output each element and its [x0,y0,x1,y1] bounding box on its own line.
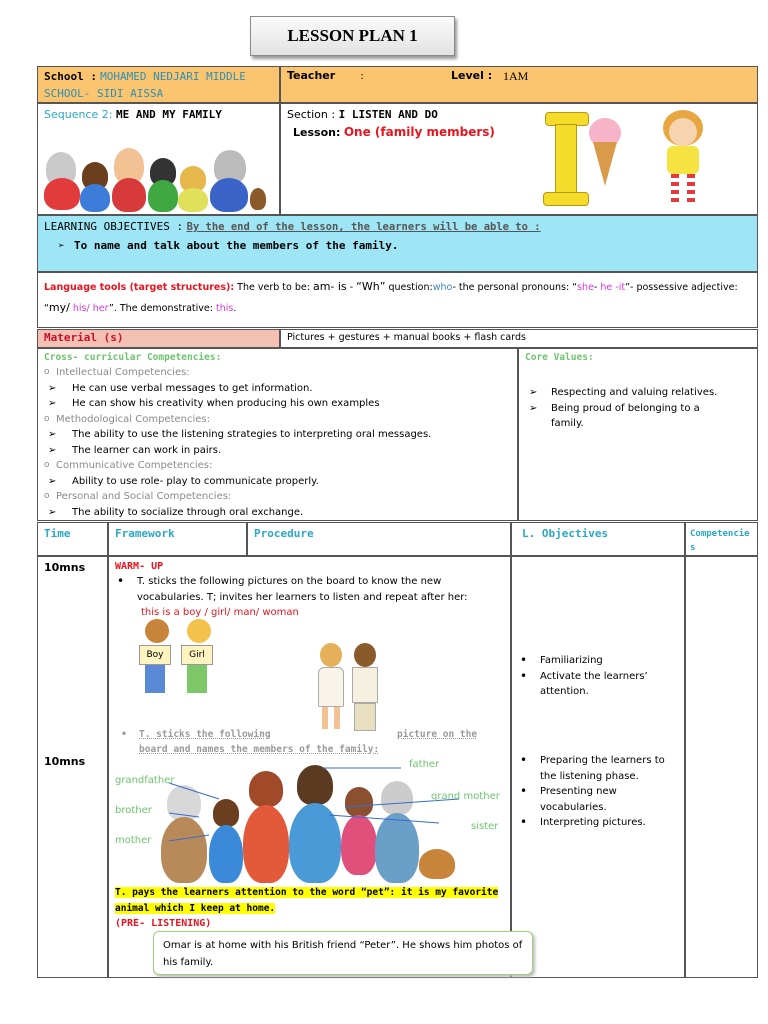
letter-i-illustration [539,112,629,208]
procedure-column: WARM- UP • T. sticks the following pictures on the board to know the new vocabularies. T; invites her learners to listen and repeat after her: this is a boy / girl/ man/ woman Boy Girl • T. sticks the following picture on the board and names the members of the family: father grandfather grand mother brother sister mother T. pays the learners attention to the word “pet”: it is my favorite animal which I keep at home. (PRE- LISTENING) Omar is at home with his British friend “Peter”. He shows him photos of his family. [108,556,511,978]
school-cell: School : MOHAMED NEDJARI MIDDLE SCHOOL- SIDI AISSA [37,66,280,103]
header-table [37,66,758,314]
objective-item: ➢ To name and talk about the members of the family. [54,238,751,254]
competency-group-intellectual: o Intellectual Competencies: ➢ He can use verbal messages to get information. ➢ He can show his creativity when producing his own examples [44,365,511,412]
girl-sign: Girl [181,645,213,665]
story-callout: Omar is at home with his British friend “Peter”. He shows him photos of his family. [153,931,533,975]
page-title: LESSON PLAN 1 [250,16,455,56]
teacher-cell: Teacher : Level : 1AM [280,66,758,103]
label-sister: sister [471,821,499,832]
competencies-column [685,556,758,978]
material-label-cell: Material (s) [37,329,280,348]
col-procedure-header: Procedure [247,522,511,556]
label-grandfather: grandfather [115,775,175,786]
boy-sign: Boy [139,645,171,665]
objectives-column: • Familiarizing • Activate the learners’ attention. • Preparing the learners to the listening phase. • Presenting new vocabularies. • Interpreting pictures. [511,556,685,978]
pet-text: T. pays the learners attention to the word “pet”: it is my favorite animal which I keep at home. [115,887,499,914]
competencies-cell: Cross- curricular Competencies: o Intellectual Competencies: ➢ He can use verbal messages to get information. ➢ He can show his creativity when producing his own examples o Methodological Competencies: ➢ The ability to use the listening strategies to interpreting oral messages. ➢ The learner can work in pairs. o Communicative Competencies: ➢ Ability to use role- play to communicate properly. o Personal and Social Competencies: ➢ The ability to socialize through oral exchange. [37,348,518,521]
girl-illustration [653,110,711,208]
material-row [37,329,758,348]
time-column: 10mns 10mns [37,556,108,978]
col-objectives-header: L. Objectives [511,522,685,556]
objectives-cell: LEARNING OBJECTIVES : By the end of the lesson, the learners will be able to : ➢ To name and talk about the members of the family. [37,215,758,272]
competency-group-communicative: o Communicative Competencies: ➢ Ability to use role- play to communicate properly. [44,458,511,489]
material-value-cell: Pictures + gestures + manual books + flash cards [280,329,758,348]
col-framework-header: Framework [108,522,247,556]
warmup-text: • T. sticks the following pictures on the board to know the new vocabularies. T; invites her learners to listen and repeat after her: [111,574,504,605]
procedure-table [37,522,758,978]
competency-group-methodological: o Methodological Competencies: ➢ The ability to use the listening strategies to interpreting oral messages. ➢ The learner can work in pairs. [44,412,511,459]
col-time-header: Time [37,522,108,556]
core-values-cell: Core Values: ➢ Respecting and valuing relatives. ➢ Being proud of belonging to a family. [518,348,758,521]
col-competencies-header: Competencies [685,522,758,556]
section-cell: Section : I LISTEN AND DO Lesson: One (family members) [280,103,758,215]
sequence-cell: Sequence 2: ME AND MY FAMILY [37,103,280,215]
label-brother: brother [115,805,152,816]
language-tools-cell: Language tools (target structures): The verb to be: am- is - “Wh” question:who- the personal pronouns: “she- he -it”- possessive adjective: “my/ his/ her”. The demonstrative: this. [37,272,758,328]
label-father: father [409,759,440,770]
label-mother: mother [115,835,152,846]
competencies-row [37,348,758,521]
competency-group-personal: o Personal and Social Competencies: ➢ The ability to socialize through oral exchange. [44,489,511,520]
label-grandmother: grand mother [431,791,500,802]
family-illustration [42,148,267,212]
